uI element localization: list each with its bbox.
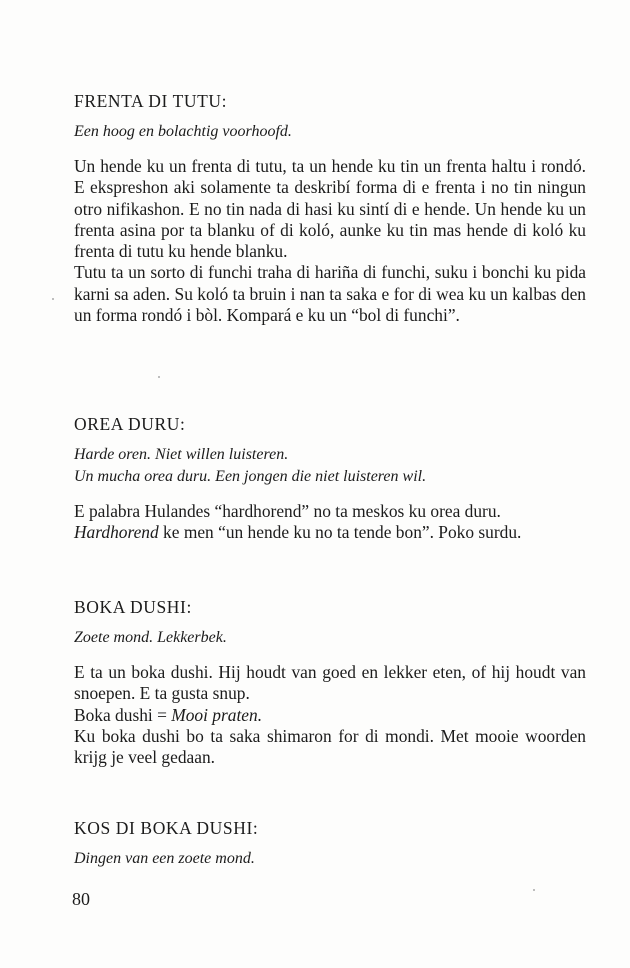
entry-translation: Zoete mond. Lekkerbek. — [74, 629, 227, 646]
entry-boka-dushi — [74, 596, 586, 768]
entry-paragraph — [74, 522, 586, 543]
entry-translation: Un mucha orea duru. Een jongen die niet luisteren wil. — [74, 468, 427, 485]
entry-paragraph: E ta un boka dushi. Hij houdt van goed en lekker eten, of hij houdt van snoepen. E ta gusta snup. — [74, 662, 586, 704]
entry-paragraph: Tutu ta un sorto di funchi traha di hariña di funchi, suku i bonchi ku pida karni sa aden. Su koló ta bruin i nan ta saka e for di wea ku un kalbas den un forma rondó i bòl. Kompará e ku un “bol di funchi”. — [74, 262, 586, 326]
page-number: 80 — [72, 889, 90, 909]
entry-heading: KOS DI BOKA DUSHI: — [74, 818, 259, 838]
entry-orea-duru — [74, 413, 586, 544]
paragraph-text: ke men “un hende ku no ta tende bon”. Poko surdu. — [158, 522, 522, 543]
italic-term: Mooi praten. — [171, 704, 263, 725]
entry-paragraph: E palabra Hulandes “hardhorend” no ta meskos ku orea duru. — [74, 501, 501, 521]
paragraph-text: Boka dushi = — [74, 704, 172, 725]
paper-speck — [52, 298, 54, 300]
entry-translation: Harde oren. Niet willen luisteren. — [74, 446, 289, 463]
entry-heading: OREA DURU: — [74, 414, 186, 434]
entry-translation: Een hoog en bolachtig voorhoofd. — [74, 123, 292, 140]
entry-heading: BOKA DUSHI: — [74, 597, 192, 617]
entry-frenta-di-tutu — [74, 90, 586, 326]
entry-heading: FRENTA DI TUTU: — [74, 91, 228, 111]
entry-kos-di-boka-dushi — [74, 817, 586, 870]
entry-paragraph — [74, 705, 586, 726]
entry-translation: Dingen van een zoete mond. — [74, 850, 255, 867]
entry-paragraph: Un hende ku un frenta di tutu, ta un hende ku tin un frenta haltu i rondó. E ekspreshon aki solamente ta deskribí forma di e frenta i no tin ningun otro nifikashon. E no tin nada di hasi ku sintí di e hende. Un hende ku un frenta asina por ta blanku of di koló, aunke ku tin mas hende di koló ku frenta di tutu ku hende blanku. — [74, 156, 586, 262]
italic-term: Hardhorend — [74, 522, 159, 543]
paper-speck — [158, 376, 160, 378]
paper-speck — [533, 889, 535, 891]
entry-paragraph: Ku boka dushi bo ta saka shimaron for di mondi. Met mooie woorden krijg je veel gedaan. — [74, 725, 586, 768]
